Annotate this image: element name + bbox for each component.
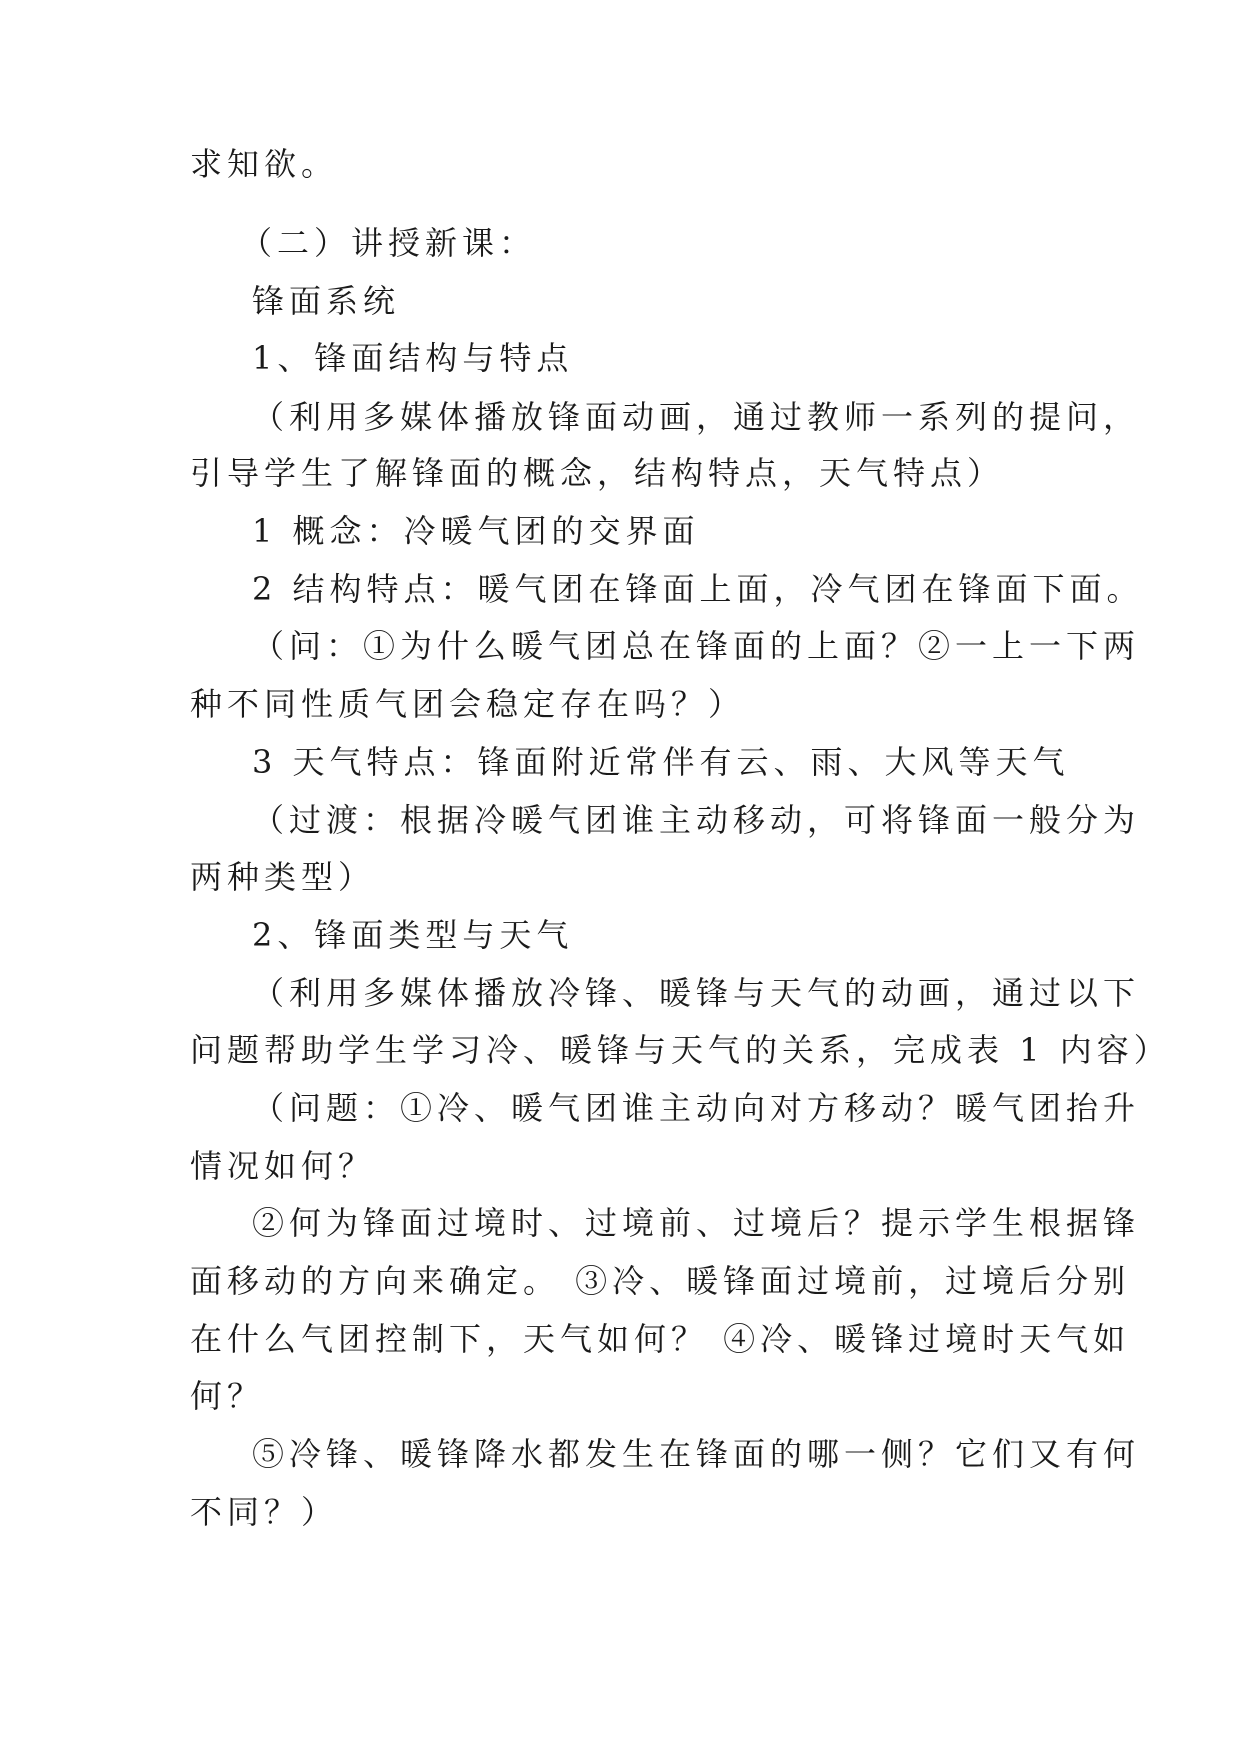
text-line: 3 天气特点：锋面附近常伴有云、雨、大风等天气 [252, 743, 1070, 781]
text-line: ⑤冷锋、暖锋降水都发生在锋面的哪一侧？它们又有何 [252, 1435, 1141, 1473]
text-line: 引导学生了解锋面的概念，结构特点，天气特点） [190, 454, 1005, 492]
text-line: （利用多媒体播放冷锋、暖锋与天气的动画，通过以下 [252, 974, 1141, 1012]
text-line: （利用多媒体播放锋面动画，通过教师一系列的提问， [252, 398, 1141, 436]
text-line: 1 概念：冷暖气团的交界面 [252, 512, 700, 550]
text-line: 何？ [190, 1377, 265, 1415]
section-heading: （二）讲授新课： [240, 224, 537, 262]
text-line: （问：①为什么暖气团总在锋面的上面？②一上一下两 [252, 627, 1141, 665]
text-line: 求知欲。 [190, 145, 339, 183]
text-line: 种不同性质气团会稳定存在吗？） [190, 685, 746, 723]
subsection-heading: 1、锋面结构与特点 [252, 339, 574, 377]
text-line: 在什么气团控制下，天气如何？ ④冷、暖锋过境时天气如 [190, 1320, 1131, 1358]
text-line: 2 结构特点：暖气团在锋面上面，冷气团在锋面下面。 [252, 570, 1144, 608]
text-line: 不同？） [190, 1493, 339, 1531]
text-line: 情况如何？ [190, 1147, 376, 1185]
text-line: （过渡：根据冷暖气团谁主动移动，可将锋面一般分为 [252, 801, 1141, 839]
text-line: 问题帮助学生学习冷、暖锋与天气的关系，完成表 1 内容） [190, 1031, 1171, 1069]
topic-heading: 锋面系统 [252, 282, 401, 320]
text-line: 两种类型） [190, 858, 376, 896]
text-line: ②何为锋面过境时、过境前、过境后？提示学生根据锋 [252, 1204, 1141, 1242]
text-line: 面移动的方向来确定。 ③冷、暖锋面过境前，过境后分别 [190, 1262, 1131, 1300]
text-line: （问题：①冷、暖气团谁主动向对方移动？暖气团抬升 [252, 1089, 1141, 1127]
subsection-heading: 2、锋面类型与天气 [252, 916, 574, 954]
